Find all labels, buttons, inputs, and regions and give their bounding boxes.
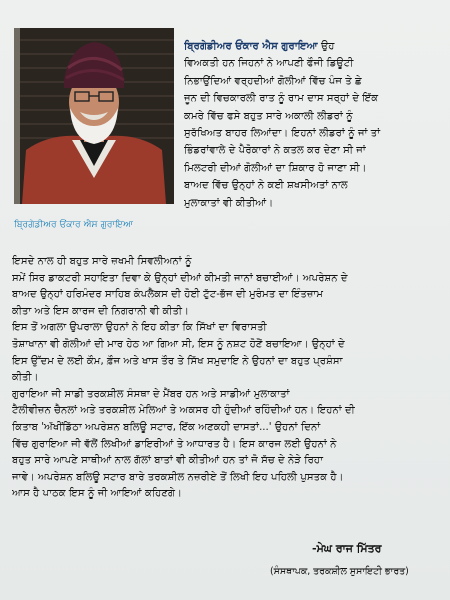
body-line: ਜਾਵੇ। ਅਪਰੇਸ਼ਨ ਬਲਿਊ ਸਟਾਰ ਬਾਰੇ ਤਰਕਸ਼ੀਲ ਨਜ਼ਰੀਏ ਤੋਂ ਲਿਖੀ ਇਹ ਪਹਿਲੀ ਪੁਸਤਕ ਹੈ। bbox=[12, 471, 344, 483]
body-line: ਇਸਦੇ ਨਾਲ ਹੀ ਬਹੁਤ ਸਾਰੇ ਜ਼ਖਮੀ ਸਿਵਲੀਅਨਾਂ ਨੂੰ bbox=[12, 256, 192, 267]
body-line: ਸਮੇਂ ਸਿਰ ਡਾਕਟਰੀ ਸਹਾਇਤਾ ਦਿਵਾ ਕੇ ਉਨ੍ਹਾਂ ਦੀਆਂ ਕੀਮਤੀ ਜਾਨਾਂ ਬਚਾਈਆਂ। ਅਪਰੇਸ਼ਨ ਦੇ bbox=[12, 272, 348, 284]
body-line: ਇਸ ਤੋਂ ਅਗਲਾ ਉਪਰਾਲਾ ਉਹਨਾਂ ਨੇ ਇਹ ਕੀਤਾ ਕਿ ਸਿੱਖਾਂ ਦਾ ਵਿਰਾਸਤੀ bbox=[12, 322, 267, 334]
body-line: ਕੀਤਾ ਅਤੇ ਇਸ ਕਾਰਜ ਦੀ ਨਿਗਰਾਨੀ ਵੀ ਕੀਤੀ। bbox=[12, 305, 189, 317]
intro-line-text: ਉਹ bbox=[317, 41, 335, 52]
intro-line: ਕਮਰੇ ਵਿੱਚ ਫਸੇ ਬਹੁਤ ਸਾਰੇ ਅਕਾਲੀ ਲੀਡਰਾਂ ਨੂੰ bbox=[184, 110, 353, 122]
author-portrait bbox=[14, 28, 174, 204]
body-line: ਬਾਅਦ ਉਨ੍ਹਾਂ ਹਰਿਮੰਦਰ ਸਾਹਿਬ ਕੰਪਲੈਕਸ ਦੀ ਹੋਈ ਟੁੱਟ-ਭੱਜ ਦੀ ਮੁਰੰਮਤ ਦਾ ਇੰਤਜ਼ਾਮ bbox=[12, 289, 324, 301]
intro-line: ਨਿਭਾਉਂਦਿਆਂ ਵਰ੍ਹਦੀਆਂ ਗੋਲੀਆਂ ਵਿੱਚ ਪੰਜ ਤੇ ਛੇ bbox=[184, 75, 362, 87]
intro-line: ਮੁਲਾਕਾਤਾਂ ਵੀ ਕੀਤੀਆਂ। bbox=[184, 197, 274, 209]
signature-designation: (ਸੰਸਥਾਪਕ, ਤਰਕਸ਼ੀਲ ਸੁਸਾਇਟੀ ਭਾਰਤ) bbox=[270, 566, 409, 577]
body-line: ਕਿਤਾਬ 'ਅੱਖੀਂਡਿੱਠਾ ਅਪਰੇਸ਼ਨ ਬਲਿਊ ਸਟਾਰ, ਇੱਕ ਅਣਕਹੀ ਦਾਸਤਾਂ...' ਉਹਨਾਂ ਦਿਨਾਂ bbox=[12, 421, 321, 433]
intro-line: ਬਾਅਦ ਵਿੱਚ ਉਨ੍ਹਾਂ ਨੇ ਕਈ ਸ਼ਖਸੀਅਤਾਂ ਨਾਲ bbox=[184, 180, 348, 192]
intro-line: ਮਿਲਟਰੀ ਦੀਆਂ ਗੋਲੀਆਂ ਦਾ ਸ਼ਿਕਾਰ ਹੋ ਜਾਣਾ ਸੀ। bbox=[184, 162, 367, 174]
intro-line bbox=[184, 38, 440, 55]
body-line: ਕੀਤੀ। bbox=[12, 372, 39, 384]
body-line: ਬਹੁਤ ਸਾਰੇ ਆਪਣੇ ਸਾਥੀਆਂ ਨਾਲ ਗੱਲਾਂ ਬਾਤਾਂ ਵੀ ਕੀਤੀਆਂ ਹਨ ਤਾਂ ਜੋ ਸੱਚ ਦੇ ਨੇੜੇ ਰਿਹਾ bbox=[12, 455, 324, 467]
signature-name: -ਮੇਘ ਰਾਜ ਮਿੱਤਰ bbox=[312, 542, 382, 555]
intro-line: ਸੁਰੱਖਿਅਤ ਬਾਹਰ ਲਿਆਂਦਾ। ਇਹਨਾਂ ਲੀਡਰਾਂ ਨੂੰ ਜਾਂ ਤਾਂ bbox=[184, 127, 381, 139]
body-line: ਤੋਸ਼ਾਖਾਨਾ ਵੀ ਗੋਲੀਆਂ ਦੀ ਮਾਰ ਹੇਠ ਆ ਗਿਆ ਸੀ, ਇਸ ਨੂੰ ਨਸ਼ਟ ਹੋਣੋਂ ਬਚਾਇਆ। ਉਨ੍ਹਾਂ ਦੇ bbox=[12, 338, 345, 350]
intro-paragraph bbox=[184, 38, 440, 212]
body-line: ਟੈਲੀਵੀਜ਼ਨ ਚੈਨਲਾਂ ਅਤੇ ਤਰਕਸ਼ੀਲ ਮੇਲਿਆਂ ਤੇ ਅਕਸਰ ਹੀ ਹੁੰਦੀਆਂ ਰਹਿੰਦੀਆਂ ਹਨ। ਇਹਨਾਂ ਦੀ bbox=[12, 405, 355, 417]
portrait-image bbox=[14, 28, 174, 204]
portrait-caption: ਬ੍ਰਿਗੇਡੀਅਰ ਓਂਕਾਰ ਐਸ ਗੁਰਾਇਆ bbox=[14, 220, 133, 230]
intro-line: ਜੂਨ ਦੀ ਵਿਚਕਾਰਲੀ ਰਾਤ ਨੂੰ ਰਾਮ ਦਾਸ ਸਰ੍ਹਾਂ ਦੇ ਇੱਕ bbox=[184, 93, 379, 105]
body-text bbox=[12, 254, 440, 503]
intro-line: ਭਿੰਡਰਾਂਵਾਲੇ ਦੇ ਪੈਰੋਕਾਰਾਂ ਨੇ ਕਤਲ ਕਰ ਦੇਣਾ ਸੀ ਜਾਂ bbox=[184, 145, 366, 157]
body-line: ਇਸ ਉੱਦਮ ਦੇ ਲਈ ਕੌਮ, ਫ਼ੌਜ ਅਤੇ ਖਾਸ ਤੌਰ ਤੇ ਸਿੱਖ ਸਮੁਦਾਇ ਨੇ ਉਹਨਾਂ ਦਾ ਬਹੁਤ ਪ੍ਰਸ਼ੰਸਾ bbox=[12, 355, 343, 367]
body-line: ਵਿੱਚ ਗੁਰਾਇਆ ਜੀ ਵੱਲੋਂ ਲਿਖੀਆਂ ਡਾਇਰੀਆਂ ਤੇ ਆਧਾਰਤ ਹੈ। ਇਸ ਕਾਰਜ ਲਈ ਉਹਨਾਂ ਨੇ bbox=[12, 438, 337, 450]
author-name: ਬ੍ਰਿਗੇਡੀਅਰ ਓਂਕਾਰ ਐਸ ਗੁਰਾਇਆ bbox=[184, 41, 318, 52]
intro-line: ਵਿਅਕਤੀ ਹਨ ਜਿਹਨਾਂ ਨੇ ਆਪਣੀ ਫੌਜੀ ਡਿਊਟੀ bbox=[184, 58, 354, 70]
body-line: ਆਸ ਹੈ ਪਾਠਕ ਇਸ ਨੂੰ ਜੀ ਆਇਆਂ ਕਹਿਣਗੇ। bbox=[12, 488, 183, 500]
body-line: ਗੁਰਾਇਆ ਜੀ ਸਾਡੀ ਤਰਕਸ਼ੀਲ ਸੰਸਥਾ ਦੇ ਮੈਂਬਰ ਹਨ ਅਤੇ ਸਾਡੀਆਂ ਮੁਲਾਕਾਤਾਂ bbox=[12, 388, 290, 400]
